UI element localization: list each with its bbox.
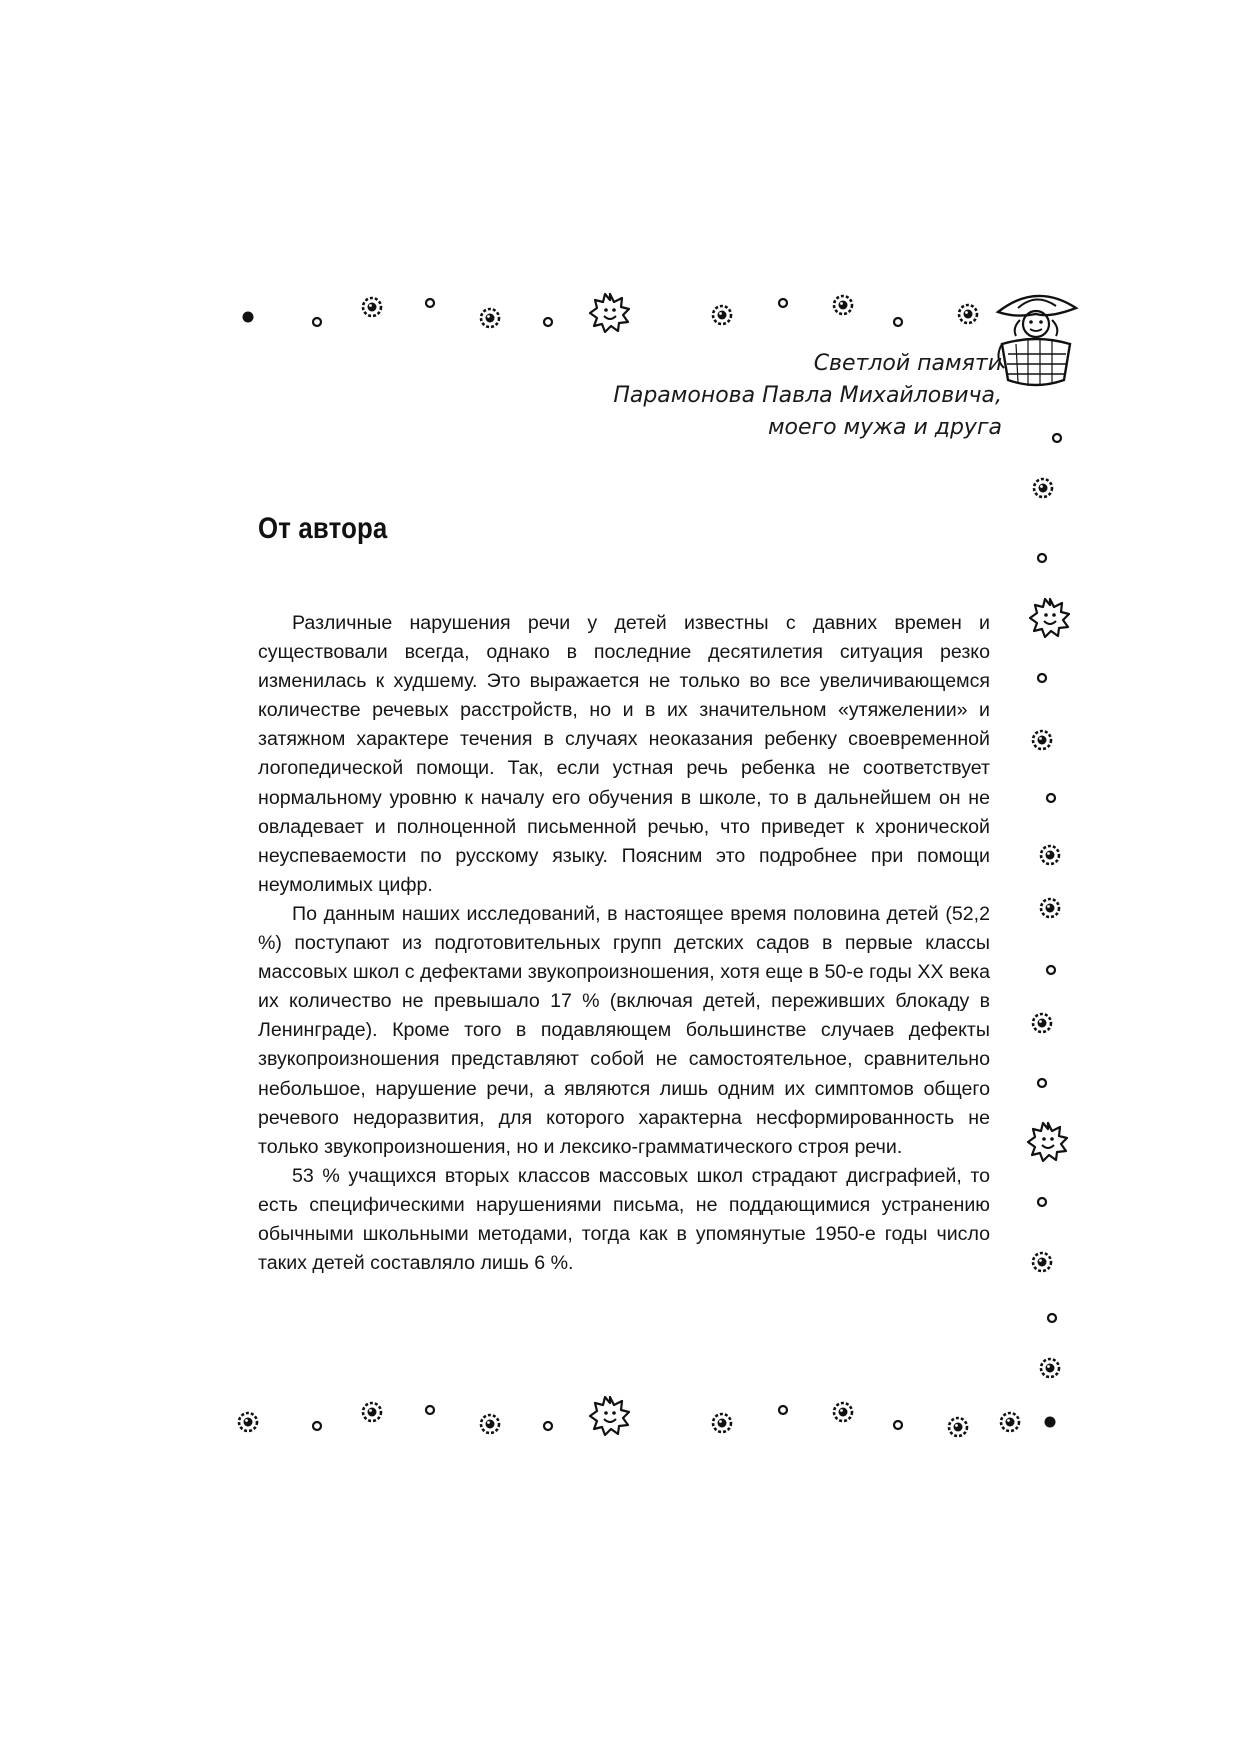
flower-ornament-icon — [363, 1403, 381, 1421]
flower-ornament-icon — [1034, 479, 1052, 497]
flower-ornament-icon — [1041, 1359, 1059, 1377]
sun-ornament-icon — [1030, 599, 1069, 637]
circle-ornament-icon — [426, 299, 434, 307]
circle-ornament-icon — [313, 1422, 321, 1430]
flower-ornament-icon — [713, 306, 731, 324]
flower-ornament-icon — [959, 305, 977, 323]
circle-ornament-icon — [1047, 794, 1055, 802]
circle-ornament-icon — [1038, 674, 1046, 682]
flower-ornament-icon — [239, 1413, 257, 1431]
sun-ornament-icon — [590, 1397, 629, 1435]
section-heading: От автора — [258, 512, 388, 545]
dedication-line-1: Светлой памяти — [813, 351, 1002, 376]
sun-ornament-icon — [590, 294, 629, 332]
circle-ornament-icon — [779, 299, 787, 307]
body-text — [258, 609, 990, 1278]
flower-ornament-icon — [1033, 1253, 1051, 1271]
flower-ornament-icon — [363, 298, 381, 316]
dedication-line-2: Парамонова Павла Михайловича, — [613, 383, 1002, 408]
sun-ornament-icon — [1028, 1123, 1067, 1161]
circle-ornament-icon — [544, 1422, 552, 1430]
circle-ornament-icon — [894, 318, 902, 326]
circle-ornament-icon — [1048, 1314, 1056, 1322]
flower-ornament-icon — [834, 296, 852, 314]
paragraph: Различные нарушения речи у детей известны с давних времен и существовали всегда, однако в последние десятилетия ситуация резко изменилась к худшему. Это выражается не только во все увеличивающемся количестве речевых расстройств, но и в их значительном «утяжелении» и затяжном характере течения в случаях неоказания ребенку своевременной логопедической помощи. Так, если устная речь ребенка не соответствует нормальному уровню к началу его обучения в школе, то в дальнейшем он не овладевает и полноценной письменной речью, что приведет к хронической неуспеваемости по русскому языку. Поясним это подробнее при помощи неумолимых цифр. — [258, 612, 990, 896]
flower-ornament-icon — [949, 1418, 967, 1436]
circle-ornament-icon — [426, 1406, 434, 1414]
flower-ornament-icon — [713, 1414, 731, 1432]
bottom-ornament-row — [0, 1380, 1240, 1480]
flower-ornament-icon — [1033, 731, 1051, 749]
dot-ornament-icon — [1045, 1417, 1056, 1428]
circle-ornament-icon — [779, 1406, 787, 1414]
flower-ornament-icon — [1041, 899, 1059, 917]
circle-ornament-icon — [1038, 554, 1046, 562]
circle-ornament-icon — [1038, 1198, 1046, 1206]
right-ornament-column — [1000, 400, 1120, 1380]
flower-ornament-icon — [1033, 1014, 1051, 1032]
dedication-line-3: моего мужа и друга — [767, 415, 1002, 440]
flower-ornament-icon — [834, 1403, 852, 1421]
girl-with-basket-icon — [990, 284, 1082, 396]
flower-ornament-icon — [1041, 846, 1059, 864]
circle-ornament-icon — [894, 1421, 902, 1429]
paragraph: 53 % учащихся вторых классов массовых школ страдают дисграфией, то есть специфическими нарушениями письма, не поддающимися устранению обычными школьными методами, тогда как в упомянутые 1950-е годы число таких детей составляло лишь 6 %. — [258, 1164, 990, 1275]
circle-ornament-icon — [1053, 434, 1061, 442]
dot-ornament-icon — [243, 312, 254, 323]
flower-ornament-icon — [481, 309, 499, 327]
dedication — [442, 348, 1002, 444]
circle-ornament-icon — [1038, 1079, 1046, 1087]
circle-ornament-icon — [1047, 966, 1055, 974]
flower-ornament-icon — [481, 1415, 499, 1433]
paragraph: По данным наших исследований, в настоящее время половина детей (52,2 %) поступают из подготовительных групп детских садов в первые классы массовых школ с дефектами звукопроизношения, хотя еще в 50-е годы XX века их количество не превышало 17 % (включая детей, переживших блокаду в Ленинграде). Кроме того в подавляющем большинстве случаев дефекты звукопроизношения представляют собой не самостоятельное, сравнительно небольшое, нарушение речи, а являются лишь одним их симптомов общего речевого недоразвития, для которого характерна несформированность не только звукопроизношения, но и лексико-грамматического строя речи. — [258, 902, 990, 1158]
flower-ornament-icon — [1001, 1413, 1019, 1431]
circle-ornament-icon — [313, 318, 321, 326]
circle-ornament-icon — [544, 318, 552, 326]
